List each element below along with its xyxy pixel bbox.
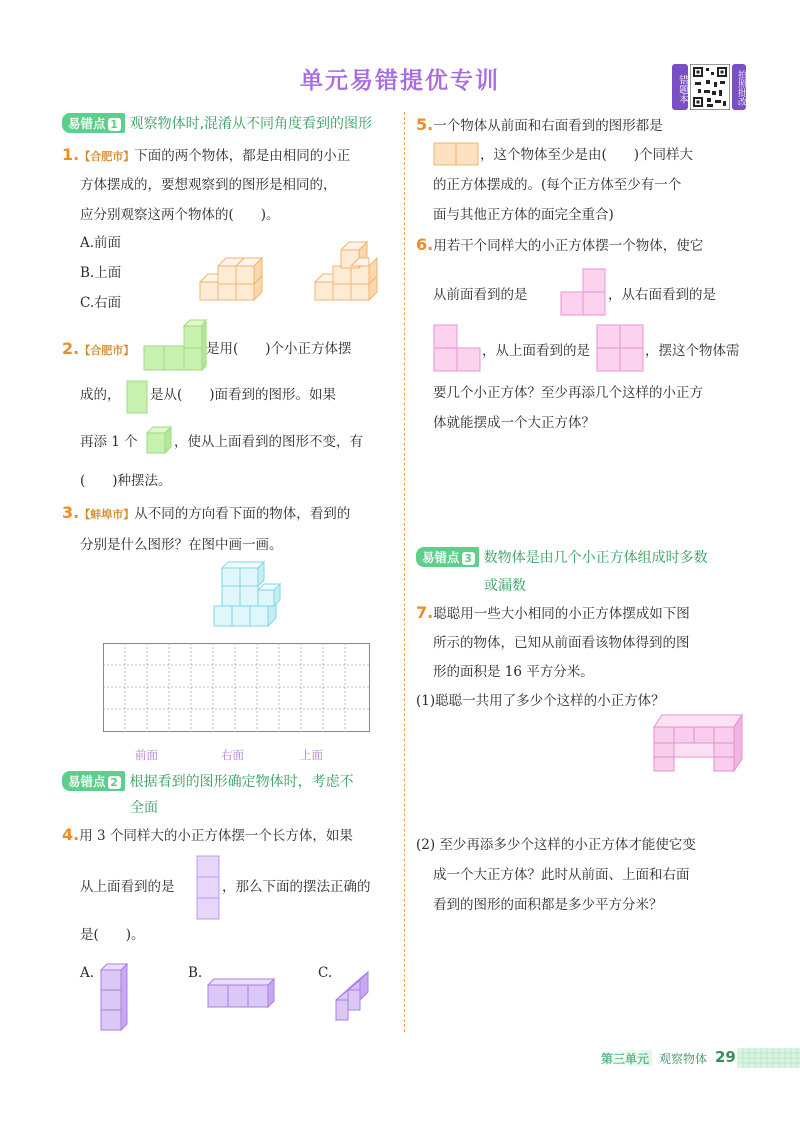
question-2-line-2b: 是从( )面看到的图形。如果 [150,387,337,403]
question-1-line-3: 应分别观察这两个物体的( )。 [80,207,280,223]
question-text: 聪聪用一些大小相同的小正方体摆成如下图 [433,606,690,622]
tag-label: 易错点 [422,550,460,565]
error-point-title: 数物体是由几个小正方体组成时多数 [483,550,708,566]
question-7-part-2-line-1: (2) 至少再添多少个这样的小正方体才能使它变 [416,837,696,853]
error-point-title-line-2: 全面 [130,800,158,816]
option-c[interactable]: C.右面 [80,295,122,311]
question-6-line-2b: ，从右面看到的是 [608,287,716,303]
error-point-2-header [62,771,354,791]
question-6-line-3a: ，从上面看到的是 [482,343,590,359]
question-4 [62,820,353,851]
question-number: 5. [416,115,434,134]
question-3-line-2: 分别是什么图形？在图中画一画。 [80,537,283,553]
q6-top-view-figure [596,324,644,372]
q2-single-cube-figure [146,426,172,456]
grid-label-top: 上面 [300,748,323,762]
question-1 [62,140,350,172]
question-2-line-2a: 成的， [80,387,121,403]
question-5-line-2: ，这个物体至少是由( )个同样大 [480,147,694,163]
footer-topic: 观察物体 [659,1052,708,1066]
question-4-line-2b: ，那么下面的摆法正确的 [222,879,371,895]
question-number: 4. [62,825,80,844]
q5-view-figure [433,142,479,166]
question-7-part-2-line-2: 成一个大正方体？此时从前面、上面和右面 [433,867,690,883]
tag-label: 易错点 [68,774,106,789]
question-7-line-3: 形的面积是 16 平方分米。 [433,664,594,680]
error-point-title: 观察物体时,混淆从不同角度看到的图形 [129,116,373,132]
question-number: 7. [416,603,434,622]
column-divider [404,112,405,1032]
error-point-tag [416,547,479,567]
q4-option-a[interactable]: A. [80,965,95,981]
question-text: 用 3 个同样大的小正方体摆一个长方体，如果 [79,828,353,844]
error-point-title-line-2: 或漏数 [484,578,526,594]
question-6-line-2a: 从前面看到的是 [433,287,528,303]
question-text: 下面的两个物体，都是由相同的小正 [134,148,351,164]
question-number: 2. [62,339,80,358]
error-point-tag [62,113,125,133]
q4-option-b[interactable]: B. [188,965,203,981]
qr-code-block[interactable] [672,64,746,110]
page-number: 29 [715,1048,736,1066]
question-4-line-2a: 从上面看到的是 [80,879,175,895]
question-5-line-3: 的正方体摆成的。(每个正方体至少有一个 [433,177,682,193]
question-5 [416,110,663,141]
question-1-line-2: 方体摆成的，要想观察到的图形是相同的， [80,177,337,193]
question-source: 【蚌埠市】 [79,508,135,521]
q4-option-c[interactable]: C. [318,965,333,981]
question-number: 3. [62,503,80,522]
question-6-line-3b: ，摆这个物体需 [645,343,740,359]
q4-option-b-figure[interactable] [207,977,273,1009]
error-point-1-header [62,113,372,133]
q7-object-figure [652,713,744,775]
error-point-title: 根据看到的图形确定物体时，考虑不 [129,774,354,790]
question-source: 【合肥市】 [79,344,135,357]
question-7-line-2: 所示的物体，已知从前面看该物体得到的图 [433,635,690,651]
qr-right-label: 拍照批改 [732,64,746,110]
option-a[interactable]: A.前面 [80,235,122,251]
q2-view-figure [126,380,148,414]
tag-number: 2 [108,776,121,789]
question-7-part-1: (1)聪聪一共用了多少个这样的小正方体？ [416,693,665,709]
question-source: 【合肥市】 [79,150,135,163]
question-6-line-5: 体就能摆成一个大正方体？ [433,415,595,431]
question-text: 从不同的方向看下面的物体，看到的 [134,506,351,522]
q4-option-a-figure[interactable] [100,962,130,1032]
page-title: 单元易错提优专训 [300,68,500,94]
grid-label-front: 前面 [135,748,158,762]
question-number: 6. [416,235,434,254]
question-2-line-4: ( )种摆法。 [80,473,172,489]
question-3 [62,498,350,530]
option-b[interactable]: B.上面 [80,265,122,281]
footer-bar [597,1048,800,1068]
question-6-line-4: 要几个小正方体？至少再添几个这样的小正方 [433,385,703,401]
q4-top-view-figure [196,855,220,921]
error-point-3-header [416,547,708,567]
error-point-tag [62,771,125,791]
tag-number: 3 [462,552,475,565]
q4-option-c-figure[interactable] [334,970,370,1022]
q1-object-1-figure [198,260,268,302]
q6-right-view-figure [433,324,481,372]
qr-left-label: 错题本 [672,64,688,110]
q3-object-figure [210,564,286,630]
question-2-line-1: 是用( )个小正方体摆 [206,341,352,357]
question-6 [416,230,703,261]
grid-label-right: 右面 [221,748,244,762]
q2-object-figure [142,322,208,374]
q6-front-view-figure [560,268,606,316]
question-2-line-3a: 再添 1 个 [80,434,138,450]
q1-object-2-figure [313,244,383,302]
qr-code-icon [690,64,730,110]
footer-unit: 第三单元 [601,1052,650,1066]
question-2-line-3b: ，使从上面看到的图形不变，有 [174,434,363,450]
question-7-part-2-line-3: 看到的图形的面积都是多少平方分米？ [433,897,663,913]
q3-drawing-grid[interactable] [103,643,371,733]
tag-label: 易错点 [68,116,106,131]
question-text: 用若干个同样大的小正方体摆一个物体，使它 [433,238,704,254]
question-4-line-3: 是( )。 [80,927,145,943]
question-text: 一个物体从前面和右面看到的图形都是 [433,118,663,134]
question-7 [416,598,690,629]
question-2 [62,334,134,366]
question-5-line-4: 面与其他正方体的面完全重合) [433,207,614,223]
tag-number: 1 [108,118,121,131]
footer-grid-decoration [737,1048,800,1068]
question-number: 1. [62,145,80,164]
